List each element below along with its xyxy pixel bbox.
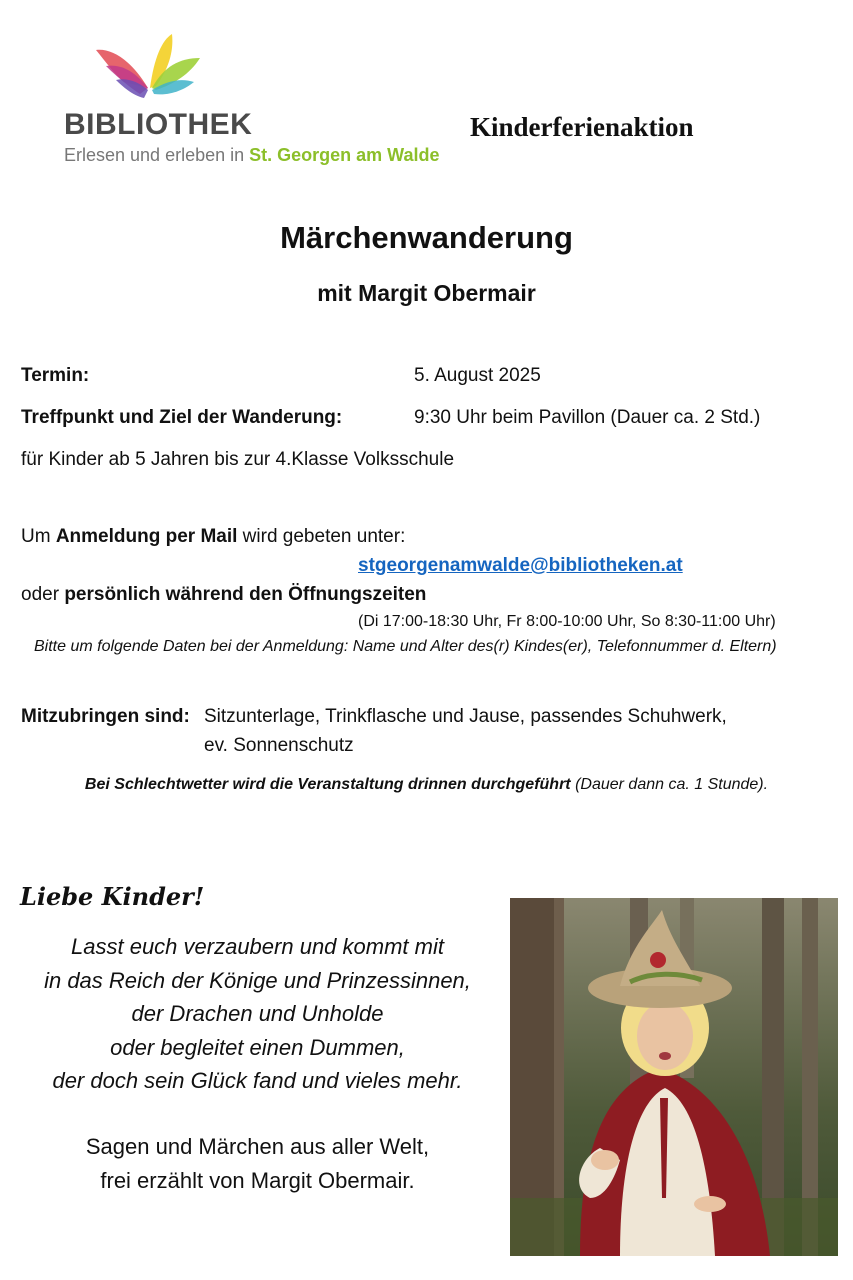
termin-value: 5. August 2025	[414, 365, 541, 386]
event-type-heading: Kinderferienaktion	[470, 112, 694, 142]
bring-label: Mitzubringen sind:	[21, 706, 190, 727]
greeting: Liebe Kinder!	[20, 882, 205, 911]
logo-tagline-text: Erlesen und erleben in	[64, 145, 245, 165]
audience-text: für Kinder ab 5 Jahren bis zur 4.Klasse Volksschule	[21, 449, 455, 470]
opening-hours: (Di 17:00-18:30 Uhr, Fr 8:00-10:00 Uhr, So 8:30-11:00 Uhr)	[358, 613, 776, 630]
email-link[interactable]: stgeorgenamwalde@bibliotheken.at	[358, 555, 683, 576]
logo-tagline	[64, 145, 440, 166]
reg-pre: Um	[21, 526, 56, 547]
weather-normal: (Dauer dann ca. 1 Stunde).	[570, 776, 769, 793]
storyteller-illustration	[510, 898, 838, 1256]
treffpunkt-value: 9:30 Uhr beim Pavillon (Dauer ca. 2 Std.)	[414, 407, 761, 428]
weather-bold: Bei Schlechtwetter wird die Veranstaltung drinnen durchgeführt	[84, 776, 571, 793]
storyteller-photo	[510, 898, 838, 1256]
poem-line: der doch sein Glück fand und vieles mehr.	[52, 1068, 463, 1093]
data-request-note: Bitte um folgende Daten bei der Anmeldung: Name und Alter des(r) Kindes(er), Telefonnummer d. Eltern)	[34, 638, 777, 655]
closing-text	[20, 1130, 495, 1197]
reg2-pre: oder	[21, 584, 65, 605]
event-subtitle: mit Margit Obermair	[317, 280, 536, 306]
logo-wordmark: BIBLIOTHEK	[64, 108, 253, 141]
reg2-bold: persönlich während den Öffnungszeiten	[64, 584, 427, 605]
reg-bold: Anmeldung per Mail	[55, 526, 238, 547]
bring-line-2: ev. Sonnenschutz	[204, 735, 354, 756]
registration-person-line	[21, 584, 426, 606]
weather-note	[0, 776, 853, 794]
poem	[20, 930, 495, 1098]
logo-place: St. Georgen am Walde	[249, 145, 440, 165]
termin-label: Termin:	[21, 365, 90, 386]
event-title: Märchenwanderung	[280, 220, 573, 255]
treffpunkt-label: Treffpunkt und Ziel der Wanderung:	[21, 407, 343, 428]
poem-line: der Drachen und Unholde	[131, 1001, 384, 1026]
registration-mail-line	[21, 526, 405, 548]
closing-line: Sagen und Märchen aus aller Welt,	[85, 1134, 430, 1159]
poem-line: Lasst euch verzaubern und kommt mit	[71, 934, 444, 959]
poem-line: oder begleitet einen Dummen,	[110, 1034, 405, 1060]
butterfly-book-icon	[90, 28, 210, 108]
bring-line-1: Sitzunterlage, Trinkflasche und Jause, passendes Schuhwerk,	[204, 706, 727, 727]
closing-line: frei erzählt von Margit Obermair.	[100, 1167, 415, 1193]
poem-line: in das Reich der Könige und Prinzessinnen,	[44, 967, 471, 993]
reg-post: wird gebeten unter:	[237, 526, 406, 547]
